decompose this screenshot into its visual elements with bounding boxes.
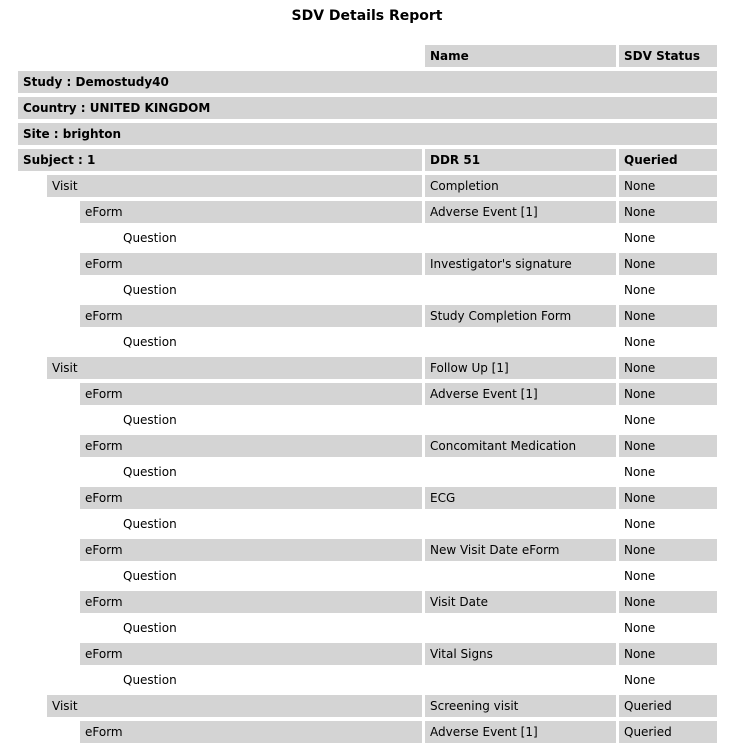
question-sdv-status: None bbox=[624, 569, 656, 583]
question-label: Question bbox=[123, 569, 177, 583]
question-label: Question bbox=[123, 517, 177, 531]
question-sdv-status: None bbox=[624, 283, 656, 297]
country-row: Country : UNITED KINGDOM bbox=[18, 97, 717, 119]
visit-label: Visit bbox=[47, 357, 422, 379]
question-sdv-status: None bbox=[624, 335, 656, 349]
question-name bbox=[425, 565, 616, 587]
eform-label: eForm bbox=[80, 539, 422, 561]
visit-label: Visit bbox=[47, 695, 422, 717]
eform-name: ECG bbox=[425, 487, 616, 509]
eform-sdv-status: None bbox=[619, 305, 717, 327]
eform-name: New Visit Date eForm bbox=[425, 539, 616, 561]
eform-label: eForm bbox=[80, 305, 422, 327]
eform-label: eForm bbox=[80, 643, 422, 665]
visit-name: Follow Up [1] bbox=[425, 357, 616, 379]
eform-sdv-status: None bbox=[619, 253, 717, 275]
visit-name: Completion bbox=[425, 175, 616, 197]
report-title: SDV Details Report bbox=[291, 8, 443, 24]
study-row: Study : Demostudy40 bbox=[18, 71, 717, 93]
eform-sdv-status: None bbox=[619, 487, 717, 509]
question-name bbox=[425, 513, 616, 535]
question-sdv-status: None bbox=[624, 517, 656, 531]
question-sdv-status: None bbox=[624, 465, 656, 479]
eform-label: eForm bbox=[80, 487, 422, 509]
question-sdv-status: None bbox=[624, 621, 656, 635]
subject-name: DDR 51 bbox=[425, 149, 616, 171]
visit-sdv-status: None bbox=[619, 175, 717, 197]
visit-label: Visit bbox=[47, 175, 422, 197]
eform-name: Investigator's signature bbox=[425, 253, 616, 275]
eform-sdv-status: None bbox=[619, 643, 717, 665]
eform-name: Study Completion Form bbox=[425, 305, 616, 327]
eform-sdv-status: None bbox=[619, 435, 717, 457]
question-label: Question bbox=[123, 231, 177, 245]
eform-name: Adverse Event [1] bbox=[425, 721, 616, 743]
visit-name: Screening visit bbox=[425, 695, 616, 717]
site-row: Site : brighton bbox=[18, 123, 717, 145]
eform-name: Adverse Event [1] bbox=[425, 201, 616, 223]
subject-label: Subject : 1 bbox=[18, 149, 422, 171]
eform-sdv-status: None bbox=[619, 539, 717, 561]
eform-label: eForm bbox=[80, 201, 422, 223]
status-column-header: SDV Status bbox=[619, 45, 717, 67]
question-name bbox=[425, 279, 616, 301]
question-name bbox=[425, 227, 616, 249]
eform-label: eForm bbox=[80, 383, 422, 405]
eform-label: eForm bbox=[80, 435, 422, 457]
question-label: Question bbox=[123, 673, 177, 687]
question-label: Question bbox=[123, 621, 177, 635]
visit-sdv-status: Queried bbox=[619, 695, 717, 717]
eform-sdv-status: None bbox=[619, 201, 717, 223]
question-name bbox=[425, 669, 616, 691]
eform-sdv-status: None bbox=[619, 591, 717, 613]
question-sdv-status: None bbox=[624, 673, 656, 687]
eform-label: eForm bbox=[80, 253, 422, 275]
eform-name: Visit Date bbox=[425, 591, 616, 613]
eform-name: Adverse Event [1] bbox=[425, 383, 616, 405]
question-label: Question bbox=[123, 465, 177, 479]
question-sdv-status: None bbox=[624, 413, 656, 427]
eform-name: Concomitant Medication bbox=[425, 435, 616, 457]
question-name bbox=[425, 617, 616, 639]
question-name bbox=[425, 409, 616, 431]
eform-label: eForm bbox=[80, 591, 422, 613]
question-label: Question bbox=[123, 335, 177, 349]
question-label: Question bbox=[123, 413, 177, 427]
question-label: Question bbox=[123, 283, 177, 297]
visit-sdv-status: None bbox=[619, 357, 717, 379]
eform-sdv-status: Queried bbox=[619, 721, 717, 743]
question-sdv-status: None bbox=[624, 231, 656, 245]
question-name bbox=[425, 461, 616, 483]
eform-sdv-status: None bbox=[619, 383, 717, 405]
question-name bbox=[425, 331, 616, 353]
subject-sdv-status: Queried bbox=[619, 149, 717, 171]
name-column-header: Name bbox=[425, 45, 616, 67]
eform-name: Vital Signs bbox=[425, 643, 616, 665]
eform-label: eForm bbox=[80, 721, 422, 743]
